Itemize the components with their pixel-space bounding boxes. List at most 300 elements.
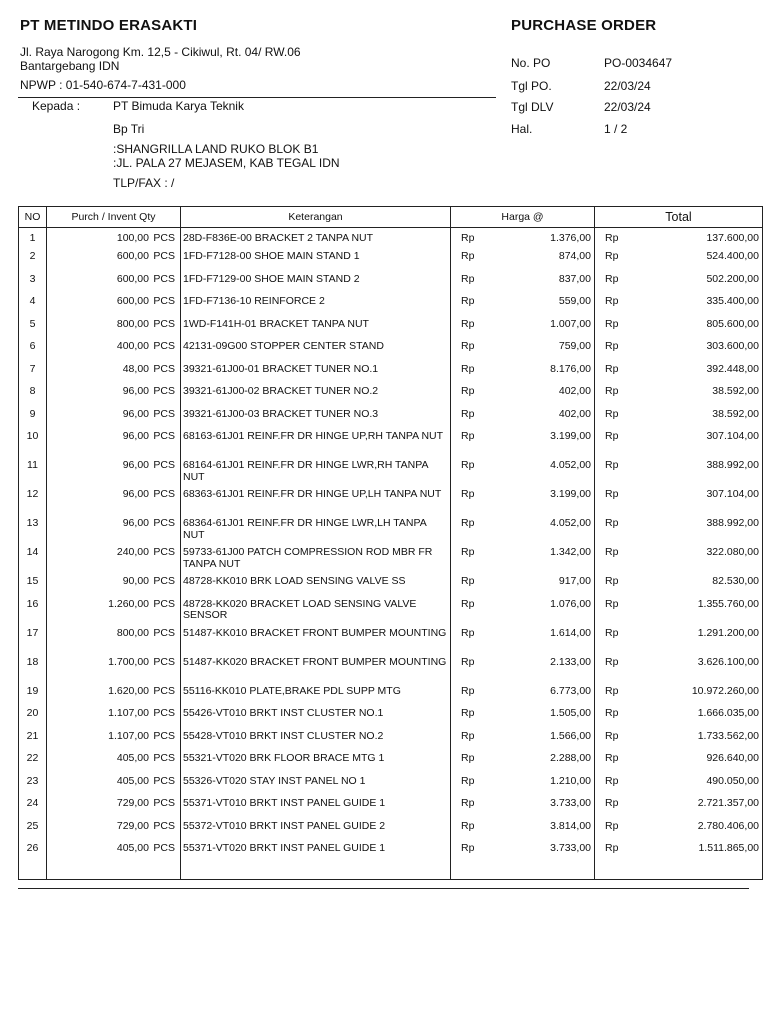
row-price-cell: [451, 385, 595, 408]
row-total-currency: Rp: [605, 407, 619, 420]
row-price: 1.076,00: [550, 597, 591, 610]
row-description: 1WD-F141H-01 BRACKET TANPA NUT: [181, 318, 451, 341]
row-total-cell: [595, 820, 763, 843]
row-price-currency: Rp: [461, 317, 475, 330]
table-row: [19, 273, 763, 296]
row-unit: PCS: [153, 385, 175, 397]
row-qty: 800,00: [116, 626, 149, 639]
row-price-cell: [451, 546, 595, 575]
row-price: 1.342,00: [550, 546, 591, 558]
row-description: 55372-VT010 BRKT INST PANEL GUIDE 2: [181, 820, 451, 843]
row-description: 55371-VT010 BRKT INST PANEL GUIDE 1: [181, 797, 451, 820]
row-qty: 1.620,00: [108, 684, 149, 697]
row-qty-cell: [47, 797, 181, 820]
row-unit: PCS: [153, 575, 175, 587]
row-total: 388.992,00: [706, 459, 759, 471]
row-qty-cell: [47, 385, 181, 408]
row-price-currency: Rp: [461, 575, 475, 587]
row-qty: 405,00: [116, 842, 149, 854]
row-total-cell: [595, 575, 763, 598]
page-bottom-line: [18, 888, 749, 889]
header-harga: Harga @: [451, 207, 595, 228]
row-description: 1FD-F7129-00 SHOE MAIN STAND 2: [181, 273, 451, 296]
row-total-cell: [595, 627, 763, 656]
row-qty: 600,00: [116, 250, 149, 262]
row-unit: PCS: [153, 797, 175, 809]
row-price: 837,00: [558, 272, 591, 285]
row-total-currency: Rp: [605, 684, 619, 697]
row-no: 4: [19, 295, 47, 318]
row-qty-cell: [47, 517, 181, 546]
row-no: 5: [19, 318, 47, 341]
row-total-cell: [595, 730, 763, 753]
company-address-line2: Bantargebang IDN: [20, 59, 120, 73]
table-row: [19, 797, 763, 820]
row-total: 524.400,00: [706, 250, 759, 262]
delivery-date-label: Tgl DLV: [511, 100, 554, 114]
row-description: 68164-61J01 REINF.FR DR HINGE LWR,RH TANPA NUT: [181, 459, 451, 488]
row-price-cell: [451, 730, 595, 753]
row-price-cell: [451, 656, 595, 685]
row-total: 388.992,00: [706, 517, 759, 529]
row-qty: 90,00: [122, 575, 149, 587]
row-description: 55426-VT010 BRKT INST CLUSTER NO.1: [181, 707, 451, 730]
row-no: 9: [19, 408, 47, 431]
row-unit: PCS: [153, 340, 175, 352]
row-price-cell: [451, 707, 595, 730]
row-no: 24: [19, 797, 47, 820]
row-price-cell: [451, 318, 595, 341]
row-price: 559,00: [558, 295, 591, 307]
row-unit: PCS: [153, 819, 175, 832]
delivery-date-value: 22/03/24: [604, 100, 651, 114]
table-row: [19, 363, 763, 386]
row-qty-cell: [47, 656, 181, 685]
row-qty: 1.107,00: [108, 729, 149, 742]
row-no: 23: [19, 775, 47, 798]
row-total-cell: [595, 752, 763, 775]
row-total-cell: [595, 546, 763, 575]
items-table: [18, 206, 763, 880]
row-unit: PCS: [153, 707, 175, 719]
row-total-currency: Rp: [605, 752, 619, 764]
recipient-attn: Bp Tri: [113, 122, 145, 136]
row-no: 3: [19, 273, 47, 296]
row-unit: PCS: [153, 626, 175, 639]
row-total: 10.972.260,00: [691, 684, 759, 697]
table-row: [19, 685, 763, 708]
row-qty-cell: [47, 430, 181, 459]
row-unit: PCS: [153, 729, 175, 742]
row-description: 55428-VT010 BRKT INST CLUSTER NO.2: [181, 730, 451, 753]
row-price-currency: Rp: [461, 407, 475, 420]
row-total: 335.400,00: [706, 295, 759, 307]
row-no: 16: [19, 598, 47, 627]
table-row: [19, 820, 763, 843]
table-row: [19, 656, 763, 685]
row-total-cell: [595, 459, 763, 488]
row-no: 15: [19, 575, 47, 598]
row-description: 68364-61J01 REINF.FR DR HINGE LWR,LH TANPA NUT: [181, 517, 451, 546]
table-row: [19, 730, 763, 753]
row-no: 11: [19, 459, 47, 488]
row-description: 55116-KK010 PLATE,BRAKE PDL SUPP MTG: [181, 685, 451, 708]
row-qty: 600,00: [116, 295, 149, 307]
row-price: 3.733,00: [550, 797, 591, 809]
row-description: 59733-61J00 PATCH COMPRESSION ROD MBR FR TANPA NUT: [181, 546, 451, 575]
row-total-cell: [595, 685, 763, 708]
row-qty-cell: [47, 627, 181, 656]
table-row: [19, 842, 763, 865]
row-unit: PCS: [153, 655, 175, 668]
row-price-currency: Rp: [461, 797, 475, 809]
row-unit: PCS: [153, 546, 175, 558]
row-total-currency: Rp: [605, 655, 619, 668]
po-date-label: Tgl PO.: [511, 79, 552, 93]
header-qty: Purch / Invent Qty: [47, 207, 181, 228]
row-price-currency: Rp: [461, 430, 475, 442]
row-total: 82.530,00: [712, 575, 759, 587]
row-price: 917,00: [558, 575, 591, 587]
row-price: 2.133,00: [550, 655, 591, 668]
row-description: 1FD-F7128-00 SHOE MAIN STAND 1: [181, 250, 451, 273]
row-price-currency: Rp: [461, 729, 475, 742]
row-total-cell: [595, 363, 763, 386]
row-description: 48728-KK010 BRK LOAD SENSING VALVE SS: [181, 575, 451, 598]
row-qty: 1.260,00: [108, 597, 149, 610]
row-price-cell: [451, 598, 595, 627]
row-price-cell: [451, 842, 595, 865]
row-price-cell: [451, 820, 595, 843]
row-description: 39321-61J00-03 BRACKET TUNER NO.3: [181, 408, 451, 431]
row-total-currency: Rp: [605, 272, 619, 285]
page-value: 1 / 2: [604, 122, 628, 136]
header-no: NO: [19, 207, 47, 228]
row-price-currency: Rp: [461, 517, 475, 529]
row-price-cell: [451, 295, 595, 318]
row-unit: PCS: [153, 752, 175, 764]
header-divider: [18, 97, 496, 98]
row-qty: 96,00: [122, 430, 149, 442]
row-price: 1.505,00: [550, 707, 591, 719]
row-unit: PCS: [153, 842, 175, 854]
row-total-cell: [595, 775, 763, 798]
row-price-cell: [451, 250, 595, 273]
row-qty-cell: [47, 575, 181, 598]
row-unit: PCS: [153, 250, 175, 262]
row-total-currency: Rp: [605, 250, 619, 262]
row-total: 1.733.562,00: [697, 729, 759, 742]
row-qty-cell: [47, 598, 181, 627]
recipient-label: Kepada :: [32, 99, 81, 113]
row-qty: 600,00: [116, 272, 149, 285]
row-total-currency: Rp: [605, 232, 619, 244]
row-qty-cell: [47, 546, 181, 575]
row-qty-cell: [47, 488, 181, 517]
row-total: 805.600,00: [706, 317, 759, 330]
row-no: 7: [19, 363, 47, 386]
row-unit: PCS: [153, 407, 175, 420]
row-total-cell: [595, 250, 763, 273]
row-price-currency: Rp: [461, 250, 475, 262]
row-description: 55371-VT020 BRKT INST PANEL GUIDE 1: [181, 842, 451, 865]
row-price: 759,00: [558, 340, 591, 352]
row-no: 14: [19, 546, 47, 575]
row-qty: 400,00: [116, 340, 149, 352]
header-desc: Keterangan: [181, 207, 451, 228]
row-price: 3.199,00: [550, 488, 591, 500]
row-price-currency: Rp: [461, 774, 475, 787]
po-number-value: PO-0034647: [604, 56, 673, 70]
row-total-currency: Rp: [605, 819, 619, 832]
row-description: 51487-KK010 BRACKET FRONT BUMPER MOUNTING: [181, 627, 451, 656]
row-qty: 240,00: [116, 546, 149, 558]
row-no: 1: [19, 228, 47, 251]
row-qty-cell: [47, 752, 181, 775]
row-total-currency: Rp: [605, 340, 619, 352]
table-header-row: [19, 207, 763, 228]
row-total-currency: Rp: [605, 546, 619, 558]
row-no: 10: [19, 430, 47, 459]
row-total-currency: Rp: [605, 488, 619, 500]
row-price-currency: Rp: [461, 385, 475, 397]
table-row: [19, 385, 763, 408]
row-price-currency: Rp: [461, 232, 475, 244]
row-no: 12: [19, 488, 47, 517]
row-price: 8.176,00: [550, 362, 591, 375]
row-qty-cell: [47, 273, 181, 296]
row-description: 28D-F836E-00 BRACKET 2 TANPA NUT: [181, 228, 451, 251]
table-row: [19, 575, 763, 598]
row-price: 1.614,00: [550, 626, 591, 639]
row-price-cell: [451, 459, 595, 488]
row-price-currency: Rp: [461, 546, 475, 558]
row-unit: PCS: [153, 459, 175, 471]
row-total-cell: [595, 517, 763, 546]
row-price: 2.288,00: [550, 752, 591, 764]
row-total: 1.511.865,00: [698, 842, 759, 854]
row-unit: PCS: [153, 317, 175, 330]
row-total-currency: Rp: [605, 797, 619, 809]
row-total: 1.291.200,00: [697, 626, 759, 639]
row-total-currency: Rp: [605, 774, 619, 787]
row-price: 1.007,00: [550, 317, 591, 330]
row-total-currency: Rp: [605, 517, 619, 529]
row-total: 3.626.100,00: [697, 655, 759, 668]
row-no: 8: [19, 385, 47, 408]
row-price: 4.052,00: [550, 459, 591, 471]
table-row: [19, 295, 763, 318]
row-unit: PCS: [153, 362, 175, 375]
row-description: 39321-61J00-01 BRACKET TUNER NO.1: [181, 363, 451, 386]
row-qty: 1.700,00: [108, 655, 149, 668]
row-qty: 96,00: [122, 385, 149, 397]
row-price-currency: Rp: [461, 295, 475, 307]
row-total-currency: Rp: [605, 597, 619, 610]
row-no: 17: [19, 627, 47, 656]
row-description: 48728-KK020 BRACKET LOAD SENSING VALVE SENSOR: [181, 598, 451, 627]
recipient-address-line1: :SHANGRILLA LAND RUKO BLOK B1: [113, 142, 319, 156]
row-total-currency: Rp: [605, 430, 619, 442]
row-total: 38.592,00: [712, 407, 759, 420]
row-price: 3.199,00: [550, 430, 591, 442]
row-no: 13: [19, 517, 47, 546]
company-name: PT METINDO ERASAKTI: [20, 17, 198, 34]
row-qty: 100,00: [116, 232, 149, 244]
row-qty: 405,00: [116, 752, 149, 764]
table-row: [19, 488, 763, 517]
row-price-currency: Rp: [461, 272, 475, 285]
row-total: 490.050,00: [706, 774, 759, 787]
table-row: [19, 627, 763, 656]
row-price: 1.210,00: [550, 774, 591, 787]
row-price-cell: [451, 752, 595, 775]
row-qty-cell: [47, 408, 181, 431]
row-unit: PCS: [153, 597, 175, 610]
row-total-currency: Rp: [605, 707, 619, 719]
row-qty-cell: [47, 318, 181, 341]
row-qty: 96,00: [122, 459, 149, 471]
table-row: [19, 517, 763, 546]
row-qty: 1.107,00: [108, 707, 149, 719]
company-npwp: NPWP : 01-540-674-7-431-000: [20, 78, 186, 92]
row-qty-cell: [47, 295, 181, 318]
table-row: [19, 430, 763, 459]
row-qty-cell: [47, 363, 181, 386]
row-qty: 800,00: [116, 317, 149, 330]
row-no: 20: [19, 707, 47, 730]
table-row: [19, 752, 763, 775]
row-price: 4.052,00: [550, 517, 591, 529]
row-price: 6.773,00: [550, 684, 591, 697]
row-price-currency: Rp: [461, 752, 475, 764]
row-total: 1.355.760,00: [697, 597, 759, 610]
row-total-currency: Rp: [605, 729, 619, 742]
row-total-currency: Rp: [605, 362, 619, 375]
row-price-currency: Rp: [461, 362, 475, 375]
row-no: 6: [19, 340, 47, 363]
row-total: 926.640,00: [706, 752, 759, 764]
row-price: 874,00: [558, 250, 591, 262]
row-unit: PCS: [153, 488, 175, 500]
row-total: 303.600,00: [706, 340, 759, 352]
row-description: 39321-61J00-02 BRACKET TUNER NO.2: [181, 385, 451, 408]
row-price-cell: [451, 575, 595, 598]
row-unit: PCS: [153, 517, 175, 529]
row-total: 1.666.035,00: [697, 707, 759, 719]
row-qty-cell: [47, 842, 181, 865]
row-qty-cell: [47, 340, 181, 363]
row-price-currency: Rp: [461, 707, 475, 719]
row-no: 21: [19, 730, 47, 753]
row-total-cell: [595, 385, 763, 408]
row-price-cell: [451, 273, 595, 296]
row-description: 55326-VT020 STAY INST PANEL NO 1: [181, 775, 451, 798]
row-total-currency: Rp: [605, 842, 619, 854]
row-price-currency: Rp: [461, 684, 475, 697]
document-title: PURCHASE ORDER: [511, 17, 657, 34]
row-no: 18: [19, 656, 47, 685]
row-price: 1.376,00: [550, 232, 591, 244]
table-row: [19, 459, 763, 488]
row-price-currency: Rp: [461, 459, 475, 471]
row-price: 402,00: [558, 385, 591, 397]
row-total-currency: Rp: [605, 385, 619, 397]
table-row: [19, 775, 763, 798]
table-row: [19, 228, 763, 251]
row-price-currency: Rp: [461, 597, 475, 610]
row-qty-cell: [47, 459, 181, 488]
row-total-currency: Rp: [605, 317, 619, 330]
row-total-currency: Rp: [605, 626, 619, 639]
row-price-cell: [451, 627, 595, 656]
table-row: [19, 707, 763, 730]
row-qty-cell: [47, 820, 181, 843]
row-unit: PCS: [153, 295, 175, 307]
row-total-cell: [595, 340, 763, 363]
page-label: Hal.: [511, 122, 533, 136]
row-price-cell: [451, 340, 595, 363]
row-qty-cell: [47, 685, 181, 708]
row-unit: PCS: [153, 430, 175, 442]
row-unit: PCS: [153, 272, 175, 285]
row-price-currency: Rp: [461, 340, 475, 352]
row-total: 307.104,00: [706, 430, 759, 442]
row-price: 402,00: [558, 407, 591, 420]
row-unit: PCS: [153, 684, 175, 697]
row-total-cell: [595, 488, 763, 517]
row-total: 322.080,00: [706, 546, 759, 558]
table-row: [19, 546, 763, 575]
row-price-currency: Rp: [461, 655, 475, 668]
row-qty-cell: [47, 707, 181, 730]
row-price: 3.733,00: [550, 842, 591, 854]
row-price-cell: [451, 685, 595, 708]
row-price-cell: [451, 517, 595, 546]
row-unit: PCS: [153, 232, 175, 244]
table-row: [19, 318, 763, 341]
row-price: 3.814,00: [550, 819, 591, 832]
row-no: 19: [19, 685, 47, 708]
row-price-cell: [451, 797, 595, 820]
row-total-cell: [595, 295, 763, 318]
row-total-cell: [595, 797, 763, 820]
row-total-cell: [595, 842, 763, 865]
recipient-tlp-fax: TLP/FAX : /: [113, 176, 175, 190]
row-price-cell: [451, 363, 595, 386]
recipient-name: PT Bimuda Karya Teknik: [113, 99, 244, 113]
row-qty: 96,00: [122, 407, 149, 420]
po-date-value: 22/03/24: [604, 79, 651, 93]
row-total: 137.600,00: [706, 232, 759, 244]
row-price-cell: [451, 430, 595, 459]
table-row: [19, 408, 763, 431]
row-no: 22: [19, 752, 47, 775]
table-row: [19, 598, 763, 627]
row-total-currency: Rp: [605, 459, 619, 471]
row-total-cell: [595, 228, 763, 251]
row-total-cell: [595, 318, 763, 341]
row-description: 55321-VT020 BRK FLOOR BRACE MTG 1: [181, 752, 451, 775]
table-row: [19, 340, 763, 363]
row-total: 502.200,00: [706, 272, 759, 285]
row-total: 307.104,00: [706, 488, 759, 500]
row-qty-cell: [47, 730, 181, 753]
row-price-currency: Rp: [461, 842, 475, 854]
row-description: 51487-KK020 BRACKET FRONT BUMPER MOUNTING: [181, 656, 451, 685]
row-description: 1FD-F7136-10 REINFORCE 2: [181, 295, 451, 318]
row-total-cell: [595, 408, 763, 431]
